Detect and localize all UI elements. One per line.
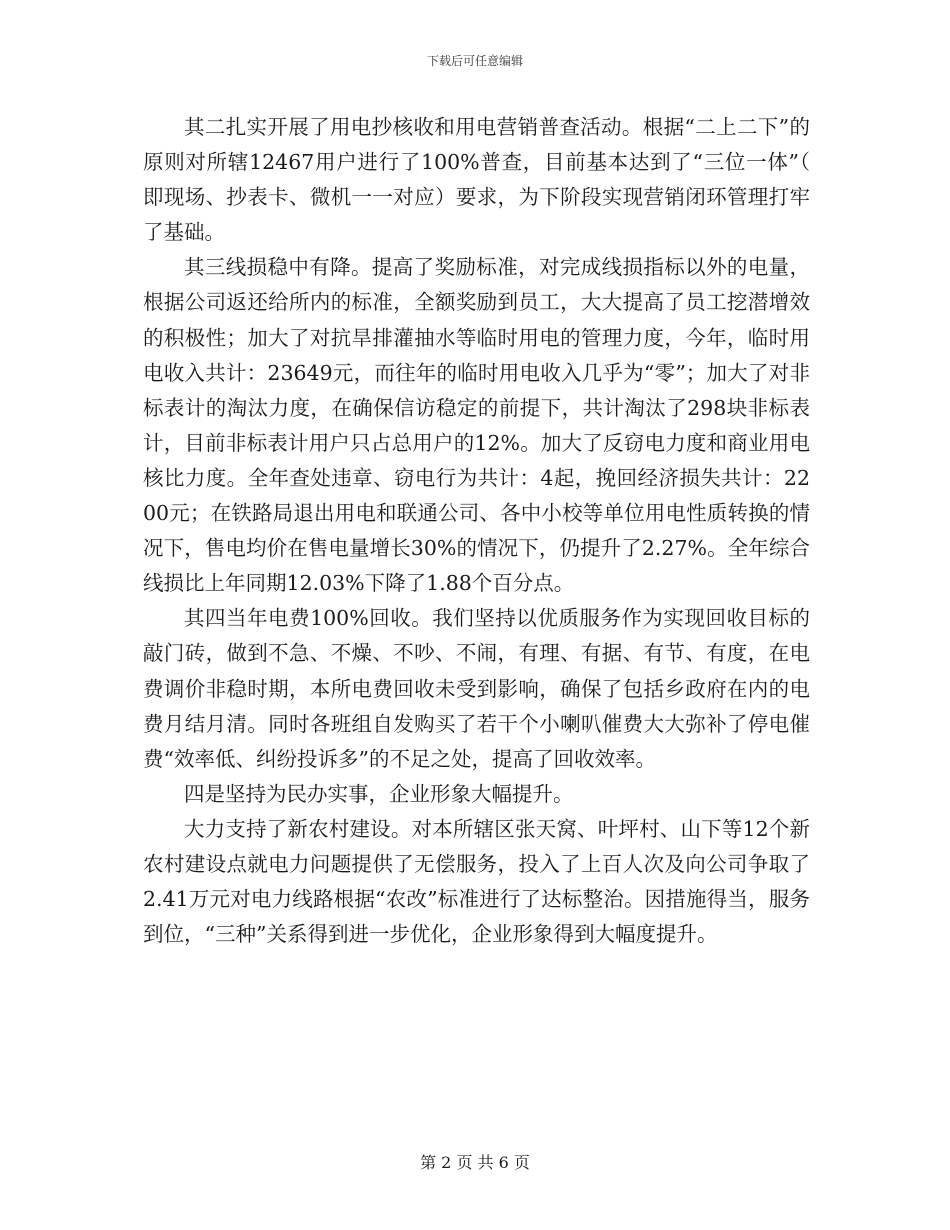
page-header-note: 下载后可任意编辑 [426, 54, 523, 68]
page-number: 第 2 页 共 6 页 [420, 1153, 530, 1172]
paragraph-3: 其四当年电费100%回收。我们坚持以优质服务作为实现回收目标的敲门砖，做到不急、不燥、不吵、不闹，有理、有据、有节、有度，在电费调价非稳时期，本所电费回收未受到影响，确保了包括乡政府在内的电费月结月清。同时各班组自发购买了若干个小喇叭催费大大弥补了停电催费“效率低、纠纷投诉多”的不足之处，提高了回收效率。 [143, 606, 810, 771]
paragraph-1: 其二扎实开展了用电抄核收和用电营销普查活动。根据“二上二下”的原则对所辖12467用户进行了100%普查，目前基本达到了“三位一体”（即现场、抄表卡、微机一一对应）要求，为下阶段实现营销闭环管理打牢了基础。 [143, 115, 810, 245]
paragraph-4: 四是坚持为民办实事，企业形象大幅提升。 [184, 781, 574, 806]
paragraph-2: 其三线损稳中有降。提高了奖励标准，对完成线损指标以外的电量，根据公司返还给所内的标准，全额奖励到员工，大大提高了员工挖潜增效的积极性；加大了对抗旱排灌抽水等临时用电的管理力度，今年，临时用电收入共计：23649元，而往年的临时用电收入几乎为“零”；加大了对非标表计的淘汰力度，在确保信访稳定的前提下，共计淘汰了298块非标表计，目前非标表计用户只占总用户的12%。加大了反窃电力度和商业用电核比力度。全年查处违章、窃电行为共计：4起，挽回经济损失共计：2200元；在铁路局退出用电和联通公司、各中小校等单位用电性质转换的情况下，售电均价在售电量增长30%的情况下，仍提升了2.27%。全年综合线损比上年同期12.03%下降了1.88个百分点。 [143, 255, 810, 596]
document-body [143, 110, 810, 952]
paragraph-5: 大力支持了新农村建设。对本所辖区张天窝、叶坪村、山下等12个新农村建设点就电力问题提供了无偿服务，投入了上百人次及向公司争取了2.41万元对电力线路根据“农改”标准进行了达标整治。因措施得当，服务到位，“三种”关系得到进一步优化，企业形象得到大幅度提升。 [143, 816, 810, 947]
